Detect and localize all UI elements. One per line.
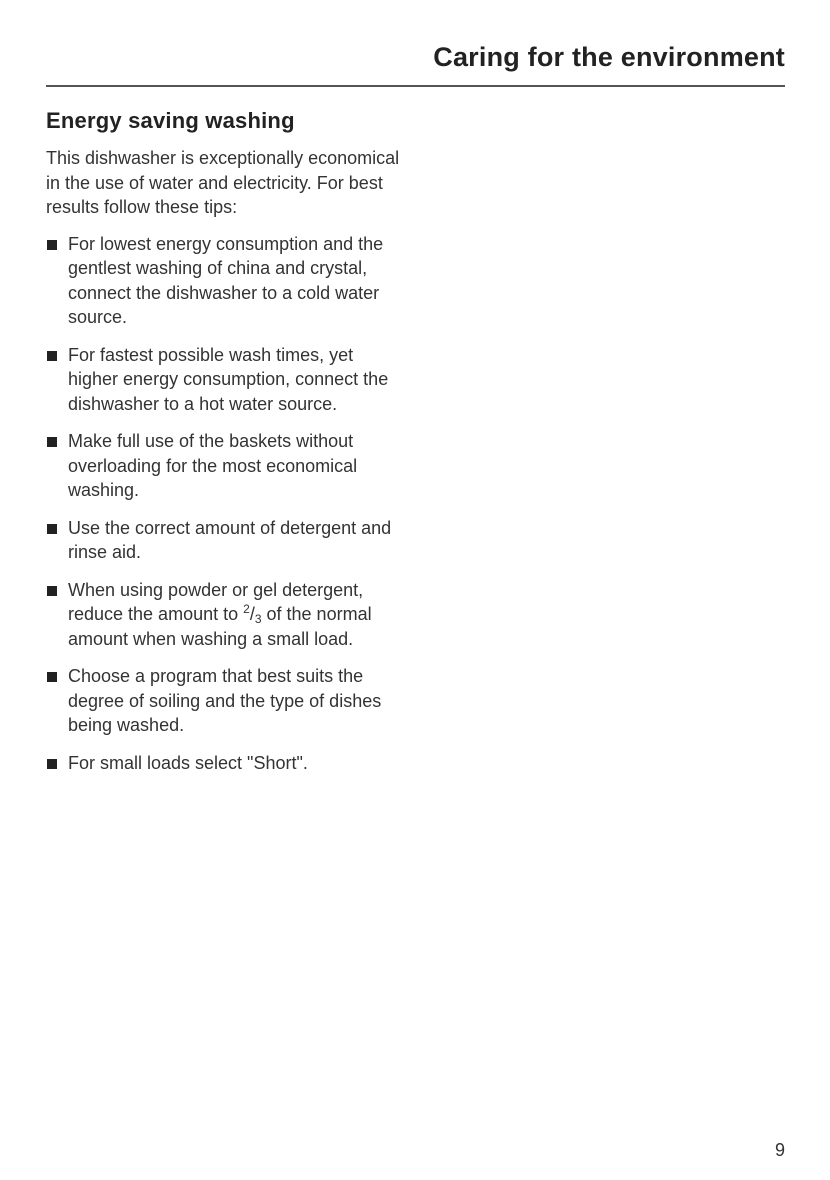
list-item [46,516,406,565]
header-divider [46,85,785,87]
square-bullet-icon [47,759,57,769]
square-bullet-icon [47,240,57,250]
fraction-numerator: 2 [243,602,250,616]
list-item [46,578,406,652]
tip-text-before: When using powder or gel detergent, reduce the amount to [68,579,364,624]
tip-text: Choose a program that best suits the degree of soiling and the type of dishes being washed. [68,666,382,735]
tip-text-after: of the normal amount when washing a small load. [68,604,372,649]
tip-text: Use the correct amount of detergent and rinse aid. [68,517,392,562]
square-bullet-icon [47,351,57,361]
list-item [46,429,406,503]
fraction-denominator: 3 [254,612,262,626]
square-bullet-icon [47,586,57,596]
page-number: 9 [774,1140,785,1160]
fraction: $^2/_3$ [243,602,262,626]
list-item [46,232,406,330]
main-content [46,108,406,788]
tip-text: For small loads select "Short". [68,752,308,773]
tips-list [46,232,406,776]
tip-text: For lowest energy consumption and the gentlest washing of china and crystal, connect the dishwasher to a cold water source. [68,233,384,327]
list-item [46,343,406,417]
intro-paragraph: This dishwasher is exceptionally economical in the use of water and electricity. For best results follow these tips: [46,148,400,217]
page-header-title: Caring for the environment [433,42,785,72]
tip-text: Make full use of the baskets without overloading for the most economical washing. [68,431,358,500]
square-bullet-icon [47,524,57,534]
tip-text: For fastest possible wash times, yet higher energy consumption, connect the dishwasher to a hot water source. [68,344,389,414]
list-item [46,751,406,776]
square-bullet-icon [47,437,57,447]
square-bullet-icon [47,672,57,682]
list-item [46,664,406,738]
section-heading: Energy saving washing [46,108,295,133]
